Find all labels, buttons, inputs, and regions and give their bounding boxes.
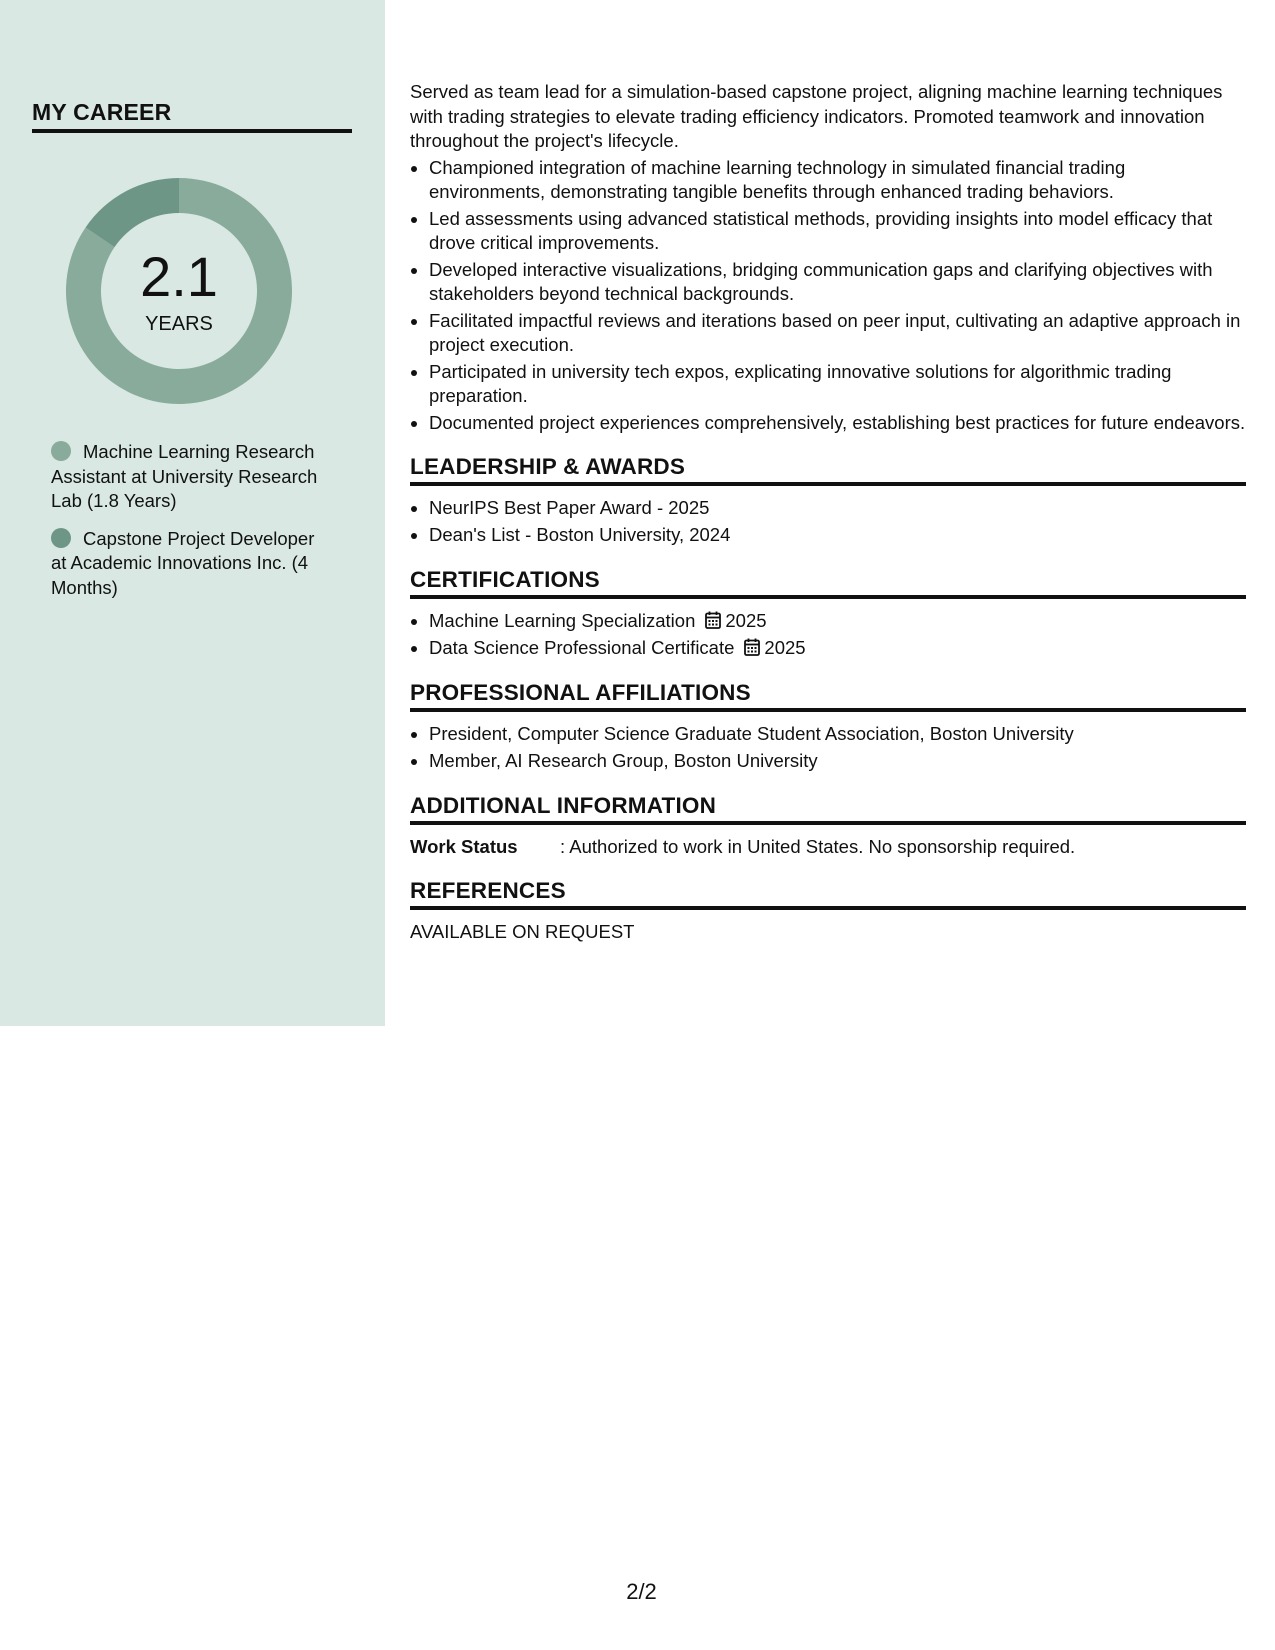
leadership-item: • Dean's List - Boston University, 2024 [429, 521, 1246, 548]
work-status-label: Work Status [410, 836, 518, 857]
work-status-row [410, 835, 1246, 859]
total-years-value: 2.1 [140, 245, 218, 308]
leadership-heading: LEADERSHIP & AWARDS [410, 454, 1246, 486]
additional-info-heading: ADDITIONAL INFORMATION [410, 793, 1246, 825]
affiliation-item: • Member, AI Research Group, Boston University [429, 747, 1246, 774]
certification-item [429, 634, 1246, 661]
total-years-unit: YEARS [145, 313, 213, 335]
certification-year: 2025 [764, 637, 806, 658]
additional-info-section [410, 793, 1246, 859]
certification-item [429, 607, 1246, 634]
certifications-list [410, 607, 1246, 661]
career-item [51, 527, 331, 601]
certification-name: Data Science Professional Certificate [429, 637, 735, 658]
legend-dot-icon [51, 528, 71, 548]
references-text: AVAILABLE ON REQUEST [410, 921, 635, 942]
affiliations-list [410, 720, 1246, 774]
experience-bullet: • Participated in university tech expos, explicating innovative solutions for algorithmic trading preparation. [429, 360, 1246, 409]
legend-dot-icon [51, 441, 71, 461]
sidebar [0, 0, 385, 1026]
experience-bullet: • Led assessments using advanced statistical methods, providing insights into model efficacy that drove critical improvements. [429, 207, 1246, 256]
experience-bullets [410, 156, 1246, 436]
certification-year: 2025 [725, 610, 767, 631]
leadership-list [410, 494, 1246, 548]
certifications-section [410, 567, 1246, 661]
main-content [410, 80, 1246, 943]
calendar-icon [744, 638, 760, 656]
leadership-item: • NeurIPS Best Paper Award - 2025 [429, 494, 1246, 521]
calendar-icon [705, 611, 721, 629]
experience-bullet: • Championed integration of machine learning technology in simulated financial trading environments, demonstrating tangible benefits through enhanced trading behaviors. [429, 156, 1246, 205]
page-number: 2/2 [626, 1579, 657, 1604]
career-heading: MY CAREER [32, 99, 352, 133]
references-section [410, 878, 1246, 943]
career-list [51, 440, 331, 613]
career-item-text: Machine Learning Research Assistant at University Research Lab (1.8 Years) [51, 441, 318, 511]
donut-segment-2 [86, 178, 179, 247]
work-status-value: : Authorized to work in United States. No sponsorship required. [560, 836, 1076, 857]
certification-name: Machine Learning Specialization [429, 610, 696, 631]
experience-bullet: • Documented project experiences comprehensively, establishing best practices for future endeavors. [429, 411, 1246, 436]
affiliations-section [410, 680, 1246, 774]
experience-bullet: • Facilitated impactful reviews and iterations based on peer input, cultivating an adaptive approach in project execution. [429, 309, 1246, 358]
career-item [51, 440, 331, 514]
leadership-section [410, 454, 1246, 548]
career-item-text: Capstone Project Developer at Academic Innovations Inc. (4 Months) [51, 527, 315, 598]
experience-summary: Served as team lead for a simulation-based capstone project, aligning machine learning techniques with trading strategies to elevate trading efficiency indicators. Promoted teamwork and innovation throughout the project's lifecycle. [410, 81, 1223, 151]
references-heading: REFERENCES [410, 878, 1246, 910]
affiliation-item: • President, Computer Science Graduate Student Association, Boston University [429, 720, 1246, 747]
certifications-heading: CERTIFICATIONS [410, 567, 1246, 599]
experience-bullet: • Developed interactive visualizations, bridging communication gaps and clarifying objectives with stakeholders beyond technical backgrounds. [429, 258, 1246, 307]
affiliations-heading: PROFESSIONAL AFFILIATIONS [410, 680, 1246, 712]
